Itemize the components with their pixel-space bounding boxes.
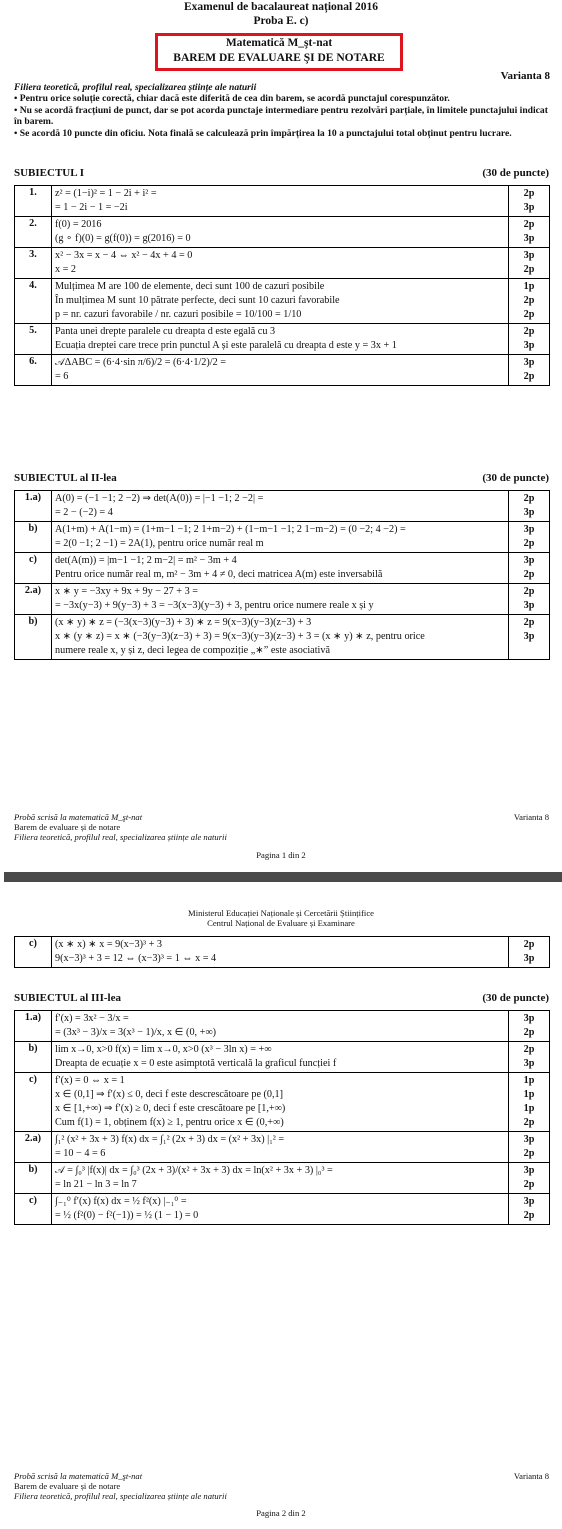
points-value: 3p bbox=[523, 1134, 535, 1145]
points-cell bbox=[509, 355, 550, 386]
points-value: 2p bbox=[523, 219, 535, 230]
solution-cell bbox=[52, 1132, 509, 1163]
solution-cell bbox=[52, 937, 509, 968]
solution-cell bbox=[52, 186, 509, 217]
solution-line: = 6 bbox=[55, 371, 69, 382]
points-cell bbox=[509, 1132, 550, 1163]
solution-line: = 1 − 2i − 1 = −2i bbox=[55, 202, 128, 213]
solution-cell bbox=[52, 217, 509, 248]
solution-cell bbox=[52, 355, 509, 386]
subject-points: (30 de puncte) bbox=[482, 472, 549, 484]
solution-line: (x ∗ x) ∗ x = 9(x−3)³ + 3 bbox=[55, 939, 162, 950]
barem-row bbox=[15, 248, 550, 279]
item-number: c) bbox=[15, 937, 52, 968]
barem-row bbox=[15, 186, 550, 217]
footer-line: Barem de evaluare și de notare bbox=[14, 822, 121, 832]
barem-row bbox=[15, 937, 550, 968]
solution-line: ∫₁² (x² + 3x + 3) f(x) dx = ∫₁² (2x + 3) dx = (x² + 3x) |₁² = bbox=[55, 1134, 285, 1145]
solution-cell bbox=[52, 1073, 509, 1132]
item-number: 2.a) bbox=[15, 1132, 52, 1163]
footer-line: Probă scrisă la matematică M_şt-nat bbox=[14, 812, 143, 822]
solution-line: x ∈ [1,+∞) ⇒ f′(x) ≥ 0, deci f este crescătoare pe [1,+∞) bbox=[55, 1103, 286, 1114]
subject-title: SUBIECTUL al III-lea bbox=[14, 992, 121, 1004]
points-value: 1p bbox=[523, 1075, 535, 1086]
barem-row bbox=[15, 355, 550, 386]
barem-row bbox=[15, 1132, 550, 1163]
points-cell bbox=[509, 1163, 550, 1194]
item-number: b) bbox=[15, 522, 52, 553]
solution-cell bbox=[52, 1194, 509, 1225]
page-number: Pagina 1 din 2 bbox=[256, 850, 306, 860]
exam-header bbox=[0, 0, 562, 28]
points-cell bbox=[509, 1073, 550, 1132]
points-cell bbox=[509, 186, 550, 217]
solution-cell bbox=[52, 584, 509, 615]
footer-line: Filiera teoretică, profilul real, specializarea științe ale naturii bbox=[14, 832, 227, 842]
barem-row bbox=[15, 522, 550, 553]
points-value: 3p bbox=[523, 340, 535, 351]
barem-row bbox=[15, 491, 550, 522]
solution-line: = 2 − (−2) = 4 bbox=[55, 507, 113, 518]
points-value: 2p bbox=[523, 1044, 535, 1055]
points-cell bbox=[509, 279, 550, 324]
item-number: 6. bbox=[15, 355, 52, 386]
item-number: 1.a) bbox=[15, 491, 52, 522]
subject-3-table bbox=[14, 1010, 550, 1225]
solution-line: Dreapta de ecuație x = 0 este asimptotă verticală la graficul funcției f bbox=[55, 1058, 337, 1069]
solution-cell bbox=[52, 615, 509, 660]
solution-line: lim x→0, x>0 f(x) = lim x→0, x>0 (x³ − 3ln x) = +∞ bbox=[55, 1044, 272, 1055]
item-number: 2.a) bbox=[15, 584, 52, 615]
item-number: b) bbox=[15, 1042, 52, 1073]
points-value: 1p bbox=[523, 281, 535, 292]
barem-row bbox=[15, 1073, 550, 1132]
solution-cell bbox=[52, 1042, 509, 1073]
solution-line: = 2(0 −1; 2 −1) = 2A(1), pentru orice număr real m bbox=[55, 538, 264, 549]
solution-line: f(0) = 2016 bbox=[55, 219, 102, 230]
item-number: 5. bbox=[15, 324, 52, 355]
barem-row bbox=[15, 584, 550, 615]
item-number: 3. bbox=[15, 248, 52, 279]
solution-line: f′(x) = 3x² − 3/x = bbox=[55, 1013, 129, 1024]
points-cell bbox=[509, 324, 550, 355]
points-value: 3p bbox=[523, 1196, 535, 1207]
points-cell bbox=[509, 248, 550, 279]
item-number: c) bbox=[15, 553, 52, 584]
exam-title: Examenul de bacalaureat național 2016 bbox=[183, 1, 379, 13]
points-value: 1p bbox=[523, 1089, 535, 1100]
points-value: 3p bbox=[523, 524, 535, 535]
item-number: 1. bbox=[15, 186, 52, 217]
item-number: c) bbox=[15, 1194, 52, 1225]
barem-row bbox=[15, 324, 550, 355]
subject-3-heading bbox=[14, 992, 549, 1004]
points-value: 2p bbox=[523, 371, 535, 382]
solution-cell bbox=[52, 491, 509, 522]
ministry-header bbox=[0, 908, 562, 928]
solution-line: x² − 3x = x − 4 ⇔ x² − 4x + 4 = 0 bbox=[55, 250, 193, 261]
points-value: 3p bbox=[523, 555, 535, 566]
solution-line: 9(x−3)³ + 3 = 12 ⇔ (x−3)³ = 1 ⇔ x = 4 bbox=[55, 953, 217, 964]
barem-row bbox=[15, 553, 550, 584]
ministry-line: Ministerul Educației Naționale și Cercetării Științifice bbox=[188, 908, 374, 918]
page-2 bbox=[0, 884, 562, 1529]
solution-line: Mulțimea M are 100 de elemente, deci sunt 100 de cazuri posibile bbox=[55, 281, 325, 292]
barem-title: BAREM DE EVALUARE ŞI DE NOTARE bbox=[173, 52, 385, 64]
solution-line: Ecuația dreptei care trece prin punctul A și este paralelă cu dreapta d este y = 3x + 1 bbox=[55, 340, 397, 351]
points-cell bbox=[509, 584, 550, 615]
points-value: 3p bbox=[523, 631, 535, 642]
points-value: 3p bbox=[523, 1013, 535, 1024]
barem-row bbox=[15, 217, 550, 248]
points-value: 3p bbox=[523, 953, 535, 964]
page-footer bbox=[14, 1471, 549, 1501]
solution-line: numere reale x, y și z, deci legea de compoziție „∗” este asociativă bbox=[55, 645, 330, 656]
points-value: 3p bbox=[523, 1058, 535, 1069]
solution-line: = ln 21 − ln 3 = ln 7 bbox=[55, 1179, 137, 1190]
page-number: Pagina 2 din 2 bbox=[256, 1508, 306, 1518]
solution-line: În mulțimea M sunt 10 pătrate perfecte, deci sunt 10 cazuri favorabile bbox=[55, 295, 340, 306]
points-value: 2p bbox=[523, 1179, 535, 1190]
points-value: 2p bbox=[523, 1148, 535, 1159]
points-value: 2p bbox=[523, 326, 535, 337]
solution-line: z² = (1−i)² = 1 − 2i + i² = bbox=[55, 188, 157, 199]
solution-line: 𝒜ΔABC = (6·4·sin π/6)/2 = (6·4·1/2)/2 = bbox=[55, 357, 226, 368]
item-number: c) bbox=[15, 1073, 52, 1132]
footer-varianta: Varianta 8 bbox=[513, 812, 549, 822]
highlighted-title-box bbox=[155, 33, 403, 71]
points-cell bbox=[509, 1011, 550, 1042]
points-value: 1p bbox=[523, 1103, 535, 1114]
solution-cell bbox=[52, 1163, 509, 1194]
exam-proba: Proba E. c) bbox=[253, 15, 309, 27]
item-number: b) bbox=[15, 1163, 52, 1194]
footer-varianta: Varianta 8 bbox=[513, 1471, 549, 1481]
subject-name: Matematică M_şt-nat bbox=[225, 37, 333, 49]
points-value: 2p bbox=[523, 188, 535, 199]
points-value: 3p bbox=[523, 357, 535, 368]
points-value: 3p bbox=[523, 202, 535, 213]
solution-line: = ½ (f²(0) − f²(−1)) = ½ (1 − 1) = 0 bbox=[55, 1210, 199, 1221]
barem-row bbox=[15, 1011, 550, 1042]
subject-1-heading bbox=[14, 167, 549, 179]
barem-row bbox=[15, 1163, 550, 1194]
subject-title: SUBIECTUL I bbox=[14, 167, 85, 179]
solution-line: = (3x³ − 3)/x = 3(x³ − 1)/x, x ∈ (0, +∞) bbox=[55, 1027, 217, 1038]
points-cell bbox=[509, 217, 550, 248]
barem-row bbox=[15, 1042, 550, 1073]
subject-title: SUBIECTUL al II-lea bbox=[14, 472, 117, 484]
points-cell bbox=[509, 522, 550, 553]
subject-2-table bbox=[14, 490, 550, 660]
solution-cell bbox=[52, 553, 509, 584]
item-number: 2. bbox=[15, 217, 52, 248]
points-value: 3p bbox=[523, 250, 535, 261]
points-value: 2p bbox=[523, 586, 535, 597]
subject-1-table bbox=[14, 185, 550, 386]
points-value: 2p bbox=[523, 939, 535, 950]
solution-line: f′(x) = 0 ⇔ x = 1 bbox=[55, 1075, 125, 1086]
solution-line: x = 2 bbox=[55, 264, 77, 275]
points-value: 2p bbox=[523, 617, 535, 628]
solution-line: ∫₋₁⁰ f′(x) f(x) dx = ½ f²(x) |₋₁⁰ = bbox=[55, 1196, 187, 1207]
solution-line: (x ∗ y) ∗ z = (−3(x−3)(y−3) + 3) ∗ z = 9(x−3)(y−3)(z−3) + 3 bbox=[55, 617, 312, 628]
points-value: 3p bbox=[523, 507, 535, 518]
footer-line: Filiera teoretică, profilul real, specializarea științe ale naturii bbox=[14, 1491, 227, 1501]
points-value: 3p bbox=[523, 233, 535, 244]
solution-line: Pentru orice număr real m, m² − 3m + 4 ≠ 0, deci matricea A(m) este inversabilă bbox=[55, 569, 383, 580]
item-number: 1.a) bbox=[15, 1011, 52, 1042]
item-number: b) bbox=[15, 615, 52, 660]
item-number: 4. bbox=[15, 279, 52, 324]
solution-line: x ∈ (0,1] ⇒ f′(x) ≤ 0, deci f este descrescătoare pe (0,1] bbox=[55, 1089, 284, 1100]
points-value: 2p bbox=[523, 569, 535, 580]
solution-cell bbox=[52, 279, 509, 324]
points-value: 2p bbox=[523, 1027, 535, 1038]
barem-row bbox=[15, 279, 550, 324]
points-value: 2p bbox=[523, 1210, 535, 1221]
subject-points: (30 de puncte) bbox=[482, 992, 549, 1004]
solution-cell bbox=[52, 248, 509, 279]
solution-cell bbox=[52, 1011, 509, 1042]
page-separator bbox=[4, 872, 562, 882]
points-cell bbox=[509, 1042, 550, 1073]
solution-line: = −3x(y−3) + 9(y−3) + 3 = −3(x−3)(y−3) + 3, pentru orice numere reale x și y bbox=[55, 600, 374, 611]
solution-line: A(0) = (−1 −1; 2 −2) ⇒ det(A(0)) = |−1 −1; 2 −2| = bbox=[55, 493, 264, 504]
varianta-label: Varianta 8 bbox=[500, 70, 550, 82]
solution-line: = 10 − 4 = 6 bbox=[55, 1148, 106, 1159]
intro-bullet: • Se acordă 10 puncte din oficiu. Nota finală se calculează prin împărțirea la 10 a punctajului total obținut pentru lucrare. bbox=[14, 127, 512, 139]
points-value: 3p bbox=[523, 1165, 535, 1176]
solution-line: Panta unei drepte paralele cu dreapta d este egală cu 3 bbox=[55, 326, 276, 337]
subject-points: (30 de puncte) bbox=[482, 167, 549, 179]
filiera-text: Filiera teoretică, profilul real, specializarea științe ale naturii bbox=[14, 82, 257, 93]
points-value: 2p bbox=[523, 309, 535, 320]
barem-row bbox=[15, 615, 550, 660]
page-footer bbox=[14, 812, 549, 842]
subject-2-heading bbox=[14, 472, 549, 484]
solution-line: det(A(m)) = |m−1 −1; 2 m−2| = m² − 3m + 4 bbox=[55, 555, 237, 566]
points-value: 2p bbox=[523, 295, 535, 306]
footer-line: Barem de evaluare și de notare bbox=[14, 1481, 121, 1491]
subject-2-cont-table bbox=[14, 936, 550, 968]
footer-line: Probă scrisă la matematică M_şt-nat bbox=[14, 1471, 143, 1481]
points-value: 2p bbox=[523, 493, 535, 504]
points-value: 2p bbox=[523, 1117, 535, 1128]
points-cell bbox=[509, 615, 550, 660]
solution-line: 𝒜 = ∫₀³ |f(x)| dx = ∫₀³ (2x + 3)/(x² + 3x + 3) dx = ln(x² + 3x + 3) |₀³ = bbox=[55, 1165, 333, 1176]
solution-cell bbox=[52, 522, 509, 553]
solution-line: A(1+m) + A(1−m) = (1+m−1 −1; 2 1+m−2) + (1−m−1 −1; 2 1−m−2) = (0 −2; 4 −2) = bbox=[55, 524, 406, 535]
solution-cell bbox=[52, 324, 509, 355]
intro-bullet: • Nu se acordă fracțiuni de punct, dar se pot acorda punctaje intermediare pentru rezolvări parțiale, în limitele punctajului indicat în barem. bbox=[14, 104, 548, 128]
ministry-line: Centrul Național de Evaluare și Examinare bbox=[207, 918, 355, 928]
solution-line: Cum f(1) = 1, obținem f(x) ≥ 1, pentru orice x ∈ (0,+∞) bbox=[55, 1117, 284, 1128]
intro-bullet: • Pentru orice soluție corectă, chiar dacă este diferită de cea din barem, se acordă punctajul corespunzător. bbox=[14, 93, 450, 105]
solution-line: x ∗ y = −3xy + 9x + 9y − 27 + 3 = bbox=[55, 586, 198, 597]
intro-section bbox=[14, 82, 554, 139]
points-cell bbox=[509, 1194, 550, 1225]
points-cell bbox=[509, 937, 550, 968]
points-value: 2p bbox=[523, 538, 535, 549]
points-value: 3p bbox=[523, 600, 535, 611]
solution-line: x ∗ (y ∗ z) = x ∗ (−3(y−3)(z−3) + 3) = 9(x−3)(y−3)(z−3) + 3 = (x ∗ y) ∗ z, pentru orice bbox=[55, 631, 425, 642]
solution-line: p = nr. cazuri favorabile / nr. cazuri posibile = 10/100 = 1/10 bbox=[55, 309, 302, 320]
barem-row bbox=[15, 1194, 550, 1225]
points-cell bbox=[509, 553, 550, 584]
points-value: 2p bbox=[523, 264, 535, 275]
solution-line: (g ∘ f)(0) = g(f(0)) = g(2016) = 0 bbox=[55, 233, 191, 244]
points-cell bbox=[509, 491, 550, 522]
